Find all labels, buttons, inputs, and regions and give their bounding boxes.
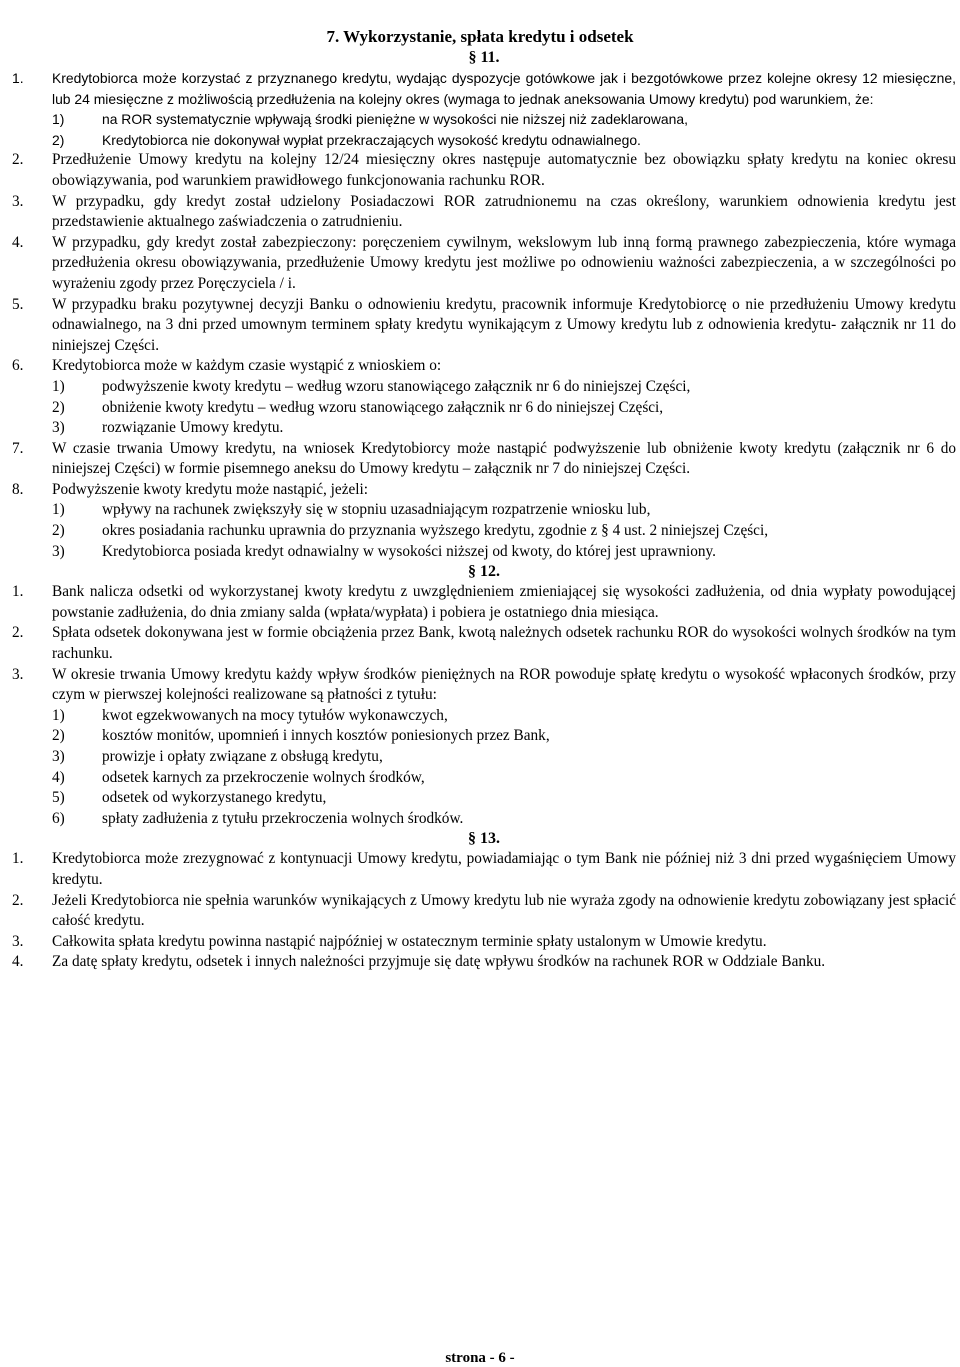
- paragraph-text: Kredytobiorca może w każdym czasie wystąpić z wnioskiem o:: [52, 357, 442, 375]
- list-item-number: 3): [52, 542, 65, 560]
- list-item-number: 2): [52, 727, 65, 745]
- list-item-number: 3): [52, 419, 65, 437]
- paragraph-number: 4.: [12, 953, 24, 971]
- list-item: [12, 418, 956, 439]
- paragraph: [12, 68, 956, 109]
- paragraph-text: Kredytobiorca może korzystać z przyznanego kredytu, wydając dyspozycje gotówkowe jak i bezgotówkowe przez kolejne okresy 12 miesięczne, lub 24 miesięczne z możliwością przedłużenia na kolejny okres (wymaga to jednak aneksowania Umowy kredytu) pod warunkiem, że:: [52, 70, 956, 107]
- paragraph: [12, 480, 956, 501]
- list-item-number: 6): [52, 809, 65, 827]
- list-item-text: odsetek karnych za przekroczenie wolnych środków,: [102, 768, 425, 786]
- list-item-text: obniżenie kwoty kredytu – według wzoru stanowiącego załącznik nr 6 do niniejszej Części,: [102, 398, 664, 416]
- document-body: [12, 48, 956, 973]
- paragraph-text: Całkowita spłata kredytu powinna nastąpić najpóźniej w ostatecznym terminie spłaty ustalonym w Umowie kredytu.: [52, 932, 767, 950]
- list-item-text: Kredytobiorca nie dokonywał wypłat przekraczających wysokość kredytu odnawialnego.: [102, 131, 641, 148]
- paragraph-text: Podwyższenie kwoty kredytu może nastąpić, jeżeli:: [52, 480, 369, 498]
- list-item: [12, 377, 956, 398]
- paragraph: [12, 891, 956, 932]
- paragraph-text: W przypadku braku pozytywnej decyzji Banku o odnowieniu kredytu, pracownik informuje Kredytobiorcę o nie przedłużeniu Umowy kredytu odnawialnego, na 3 dni przed umownym terminem spłaty kredytu wynikającym z Umowy kredytu lub z odnowienia kredytu- załącznik nr 11 do niniejszej Części.: [52, 295, 956, 354]
- list-item-number: 2): [52, 131, 65, 148]
- list-item: [12, 500, 956, 521]
- paragraph: [12, 952, 956, 973]
- list-item: [12, 768, 956, 789]
- paragraph-text: Za datę spłaty kredytu, odsetek i innych należności przyjmuje się datę wpływu środków na rachunek ROR w Oddziale Banku.: [52, 953, 826, 971]
- paragraph-text: W okresie trwania Umowy kredytu każdy wpływ środków pieniężnych na ROR powoduje spłatę kredytu o wysokość wpłaconych środków, przy czym w pierwszej kolejności realizowane są płatności z tytułu:: [52, 665, 956, 704]
- list-item: [12, 706, 956, 727]
- list-item: [12, 788, 956, 809]
- paragraph-text: Spłata odsetek dokonywana jest w formie obciążenia przez Bank, kwotą należnych odsetek rachunku ROR do wysokości wolnych środków na tym rachunku.: [52, 624, 956, 663]
- paragraph-text: Kredytobiorca może zrezygnować z kontynuacji Umowy kredytu, powiadamiając o tym Bank nie później niż 3 dni przed wygaśnięciem Umowy kredytu.: [52, 850, 956, 888]
- paragraph-number: 6.: [12, 357, 24, 375]
- list-item-number: 3): [52, 748, 65, 765]
- list-item: [12, 109, 956, 130]
- chapter-title: 7. Wykorzystanie, spłata kredytu i odsetek: [326, 27, 634, 46]
- list-item: [12, 130, 956, 151]
- section-heading: § 13.: [468, 830, 500, 848]
- paragraph-text: W przypadku, gdy kredyt został zabezpieczony: poręczeniem cywilnym, wekslowym lub inną formą prawnego zabezpieczenia, które wymaga przedłużenia okresu obowiązywania, przedłużenie Umowy kredytu jest możliwe po odnowieniu ważności zabezpieczenia, a w szczególności po wyrażeniu zgody przez Poręczyciela / i.: [52, 233, 956, 292]
- list-item-text: okres posiadania rachunku uprawnia do przyznania wyższego kredytu, zgodnie z § 4 ust. 2 niniejszej Części,: [102, 522, 769, 540]
- list-item-text: kosztów monitów, upomnień i innych kosztów poniesionych przez Bank,: [102, 727, 550, 745]
- list-item-text: wpływy na rachunek zwiększyły się w stopniu uzasadniającym rozpatrzenie wniosku lub,: [102, 501, 651, 519]
- list-item-text: spłaty zadłużenia z tytułu przekroczenia wolnych środków.: [102, 809, 464, 827]
- paragraph-number: 2.: [12, 151, 24, 169]
- list-item-number: 1): [52, 377, 65, 395]
- paragraph: [12, 932, 956, 953]
- list-item-text: odsetek od wykorzystanego kredytu,: [102, 789, 327, 807]
- paragraph-number: 2.: [12, 624, 24, 642]
- list-item-text: na ROR systematycznie wpływają środki pieniężne w wysokości nie niższej niż zadeklarowana,: [102, 111, 688, 128]
- paragraph-number: 3.: [12, 192, 24, 210]
- paragraph-number: 7.: [12, 439, 24, 457]
- paragraph-text: W przypadku, gdy kredyt został udzielony Posiadaczowi ROR zatrudnionemu na czas określony, warunkiem odnowienia kredytu jest przedstawienie aktualnego zaświadczenia o zatrudnieniu.: [52, 192, 956, 231]
- paragraph-text: Bank nalicza odsetki od wykorzystanej kwoty kredytu z uwzględnieniem zmieniającej się wysokości zadłużenia, od dnia wypłaty powodującej powstanie zadłużenia, do dnia zmiany salda (wpłata/wypłata) i pobiera je ostatniego dnia miesiąca.: [52, 583, 956, 621]
- list-item-text: kwot egzekwowanych na mocy tytułów wykonawczych,: [102, 706, 448, 724]
- list-item: [12, 726, 956, 747]
- paragraph: [12, 849, 956, 890]
- page-number: strona - 6 -: [445, 1350, 515, 1366]
- paragraph: [12, 233, 956, 295]
- paragraph-number: 1.: [12, 850, 24, 868]
- paragraph-text: Jeżeli Kredytobiorca nie spełnia warunków wynikających z Umowy kredytu lub nie wyraża zgody na odnowienie kredytu zobowiązany jest spłacić całość kredytu.: [52, 891, 956, 930]
- paragraph-number: 3.: [12, 665, 24, 683]
- list-item-text: rozwiązanie Umowy kredytu.: [102, 419, 284, 437]
- list-item: [12, 398, 956, 419]
- list-item-text: prowizje i opłaty związane z obsługą kredytu,: [102, 748, 383, 765]
- paragraph: [12, 623, 956, 664]
- list-item: [12, 809, 956, 830]
- list-item: [12, 521, 956, 542]
- paragraph-text: W czasie trwania Umowy kredytu, na wniosek Kredytobiorcy może nastąpić podwyższenie lub obniżenie kwoty kredytu (załącznik nr 6 do niniejszej Części) w formie pisemnego aneksu do Umowy kredytu – załącznik nr 7 do niniejszej Części.: [52, 439, 956, 478]
- list-item: [12, 747, 956, 768]
- paragraph: [12, 192, 956, 233]
- paragraph-number: 1.: [12, 70, 24, 86]
- section-heading: § 11.: [468, 49, 500, 66]
- section-heading: § 12.: [468, 563, 500, 581]
- list-item: [12, 542, 956, 563]
- paragraph-text: Przedłużenie Umowy kredytu na kolejny 12/24 miesięczny okres następuje automatycznie bez obowiązku spłaty kredytu na koniec okresu obowiązywania, pod warunkiem prawidłowego funkcjonowania rachunku ROR.: [52, 151, 956, 189]
- paragraph-number: 2.: [12, 891, 24, 909]
- paragraph: [12, 150, 956, 191]
- paragraph-number: 8.: [12, 480, 24, 498]
- list-item-number: 1): [52, 706, 65, 724]
- paragraph: [12, 665, 956, 706]
- list-item-text: Kredytobiorca posiada kredyt odnawialny w wysokości niższej od kwoty, do której jest uprawniony.: [102, 542, 717, 560]
- list-item-number: 2): [52, 522, 65, 540]
- list-item-number: 4): [52, 768, 65, 786]
- list-item-number: 2): [52, 398, 65, 416]
- paragraph-number: 4.: [12, 233, 24, 251]
- paragraph: [12, 356, 956, 377]
- list-item-text: podwyższenie kwoty kredytu – według wzoru stanowiącego załącznik nr 6 do niniejszej Części,: [102, 377, 691, 395]
- paragraph: [12, 295, 956, 357]
- list-item-number: 1): [52, 501, 65, 519]
- paragraph: [12, 439, 956, 480]
- paragraph: [12, 582, 956, 623]
- list-item-number: 1): [52, 111, 65, 128]
- paragraph-number: 5.: [12, 295, 24, 313]
- paragraph-number: 1.: [12, 583, 24, 601]
- list-item-number: 5): [52, 789, 65, 807]
- paragraph-number: 3.: [12, 932, 24, 950]
